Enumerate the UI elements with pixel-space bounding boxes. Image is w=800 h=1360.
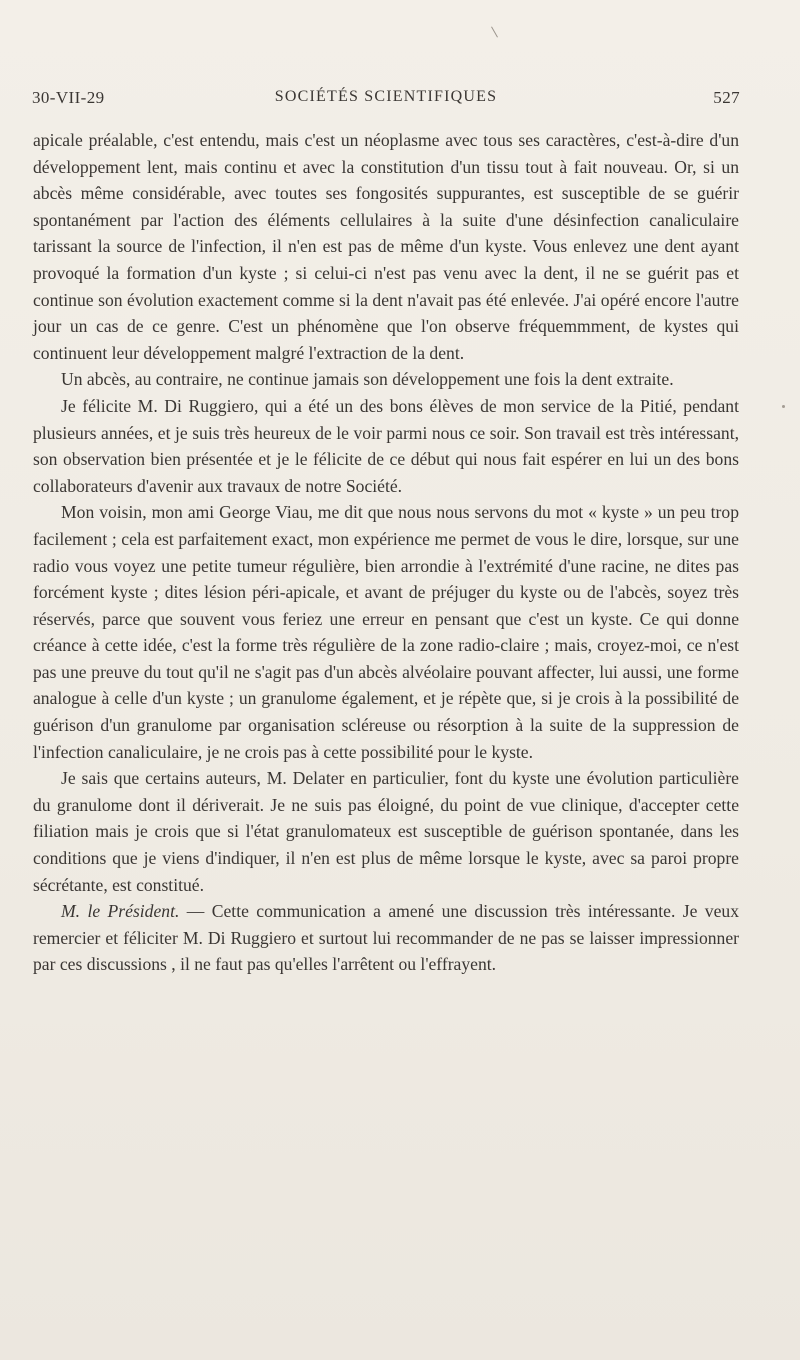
body-text [33, 127, 739, 978]
page-number: 527 [713, 88, 740, 107]
header-date: 30-VII-29 [32, 88, 105, 107]
speaker-label: M. le Président. [61, 901, 180, 922]
paragraph-2: Un abcès, au contraire, ne continue jamais son développement une fois la dent extraite. [61, 369, 674, 390]
stray-dot [782, 405, 785, 408]
paragraph-5: Je sais que certains auteurs, M. Delater en particulier, font du kyste une évolution particulière du granulome dont il dériverait. Je ne suis pas éloigné, du point de vue clinique, d'accepter cette filiation mais je crois que si l'état granulomateux est susceptible de guérison spontanée, dans les conditions que je viens d'indiquer, il n'en est plus de même lorsque le kyste, avec sa paroi propre sécrétante, est constitué. [33, 768, 739, 895]
header-title: SOCIÉTÉS SCIENTIFIQUES [274, 88, 498, 105]
paragraph-3: Je félicite M. Di Ruggiero, qui a été un des bons élèves de mon service de la Pitié, pendant plusieurs années, et je suis très heureux de le voir parmi nous ce soir. Son travail est très intéressant, son observation bien présentée et je le félicite de ce début qui nous fait espérer en lui un des bons collaborateurs d'avenir aux travaux de notre Société. [33, 395, 739, 496]
speaker-remarks: — Cette communication a amené une discussion très intéressante. Je veux remercier et féliciter M. Di Ruggiero et surtout lui recommander de ne pas se laisser impressionner par ces discussions , il ne faut pas qu'elles l'arrêtent ou l'effrayent. [33, 901, 740, 975]
paragraph-6 [33, 898, 739, 978]
paragraph-4: Mon voisin, mon ami George Viau, me dit que nous nous servons du mot « kyste » un peu trop facilement ; cela est parfaitement exact, mon expérience me permet de vous le dire, lorsque, sur une radio vous voyez une petite tumeur régulière, bien arrondie à l'extrémité d'une racine, ne dites pas forcément kyste ; dites lésion péri-apicale, et avant de préjuger du kyste ou de l'abcès, soyez très réservés, parce que souvent vous feriez une erreur en pensant que c'est un kyste. Ce qui donne créance à cette idée, c'est la forme très régulière de la zone radio-claire ; mais, croyez-moi, ce n'est pas une preuve du tout qu'il ne s'agit pas d'un abcès alvéolaire pouvant affecter, lui aussi, une forme analogue à celle d'un kyste ; un granulome également, et je répète que, si je crois à la possibilité de guérison d'un granulome par organisation scléreuse ou résorption à la suite de la suppression de l'infection canaliculaire, je ne crois pas à cette possibilité pour le kyste. [33, 502, 739, 762]
stray-mark [491, 27, 498, 38]
running-header [32, 88, 740, 118]
paragraph-1: apicale préalable, c'est entendu, mais c'est un néoplasme avec tous ses caractères, c'est-à-dire d'un développement lent, mais continu et avec la constitution d'un tissu tout à fait nouveau. Or, si un abcès même considérable, avec toutes ses fongosités suppurantes, est susceptible de se guérir spontanément par l'action des éléments cellulaires à la suite d'une désinfection canaliculaire tarissant la source de l'infection, il n'en est pas de même d'un kyste. Vous enlevez une dent ayant provoqué la formation d'un kyste ; si celui-ci n'est pas venu avec la dent, il ne se guérit pas et continue son évolution exactement comme si la dent n'avait pas été enlevée. J'ai opéré encore l'autre jour un cas de ce genre. C'est un phénomène que l'on observe fréquemmment, de kystes qui continuent leur développement malgré l'extraction de la dent. [33, 130, 739, 363]
